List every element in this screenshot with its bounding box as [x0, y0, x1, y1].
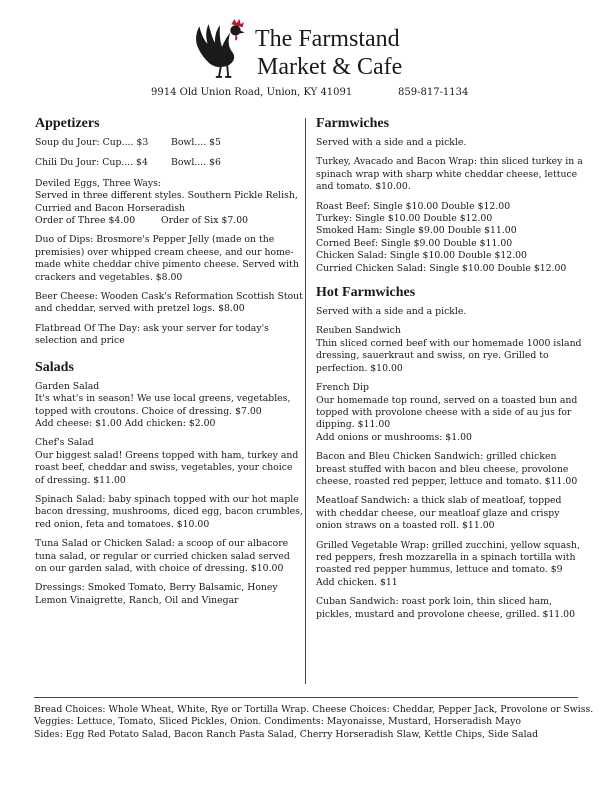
spinach-salad-item: Spinach Salad: baby spinach topped with our hot maple bacon dressing, mushrooms, diced egg, bacon crumbles, red onion, feta and tomatoes. $10.00 [35, 493, 303, 530]
french-dip-item [316, 382, 584, 444]
footer-sides: Sides: Egg Red Potato Salad, Bacon Ranch Pasta Salad, Cherry Horseradish Slaw, Kettle Chips, Side Salad [34, 728, 539, 740]
tuna-salad-item: Tuna Salad or Chicken Salad: a scoop of our albacore tuna salad, or regular or curried chicken salad served on our garden salad, with choice of dressing. $10.00 [35, 538, 290, 574]
garden-salad-add: Add cheese: $1.00 Add chicken: $2.00 [35, 417, 216, 429]
phone-number: 859-817-1134 [398, 87, 469, 98]
chili-cup: Chili Du Jour: Cup.... $4 [35, 157, 148, 169]
french-dip-add: Add onions or mushrooms: $1.00 [316, 431, 472, 443]
chefs-salad-name: Chef's Salad [35, 437, 94, 449]
flatbread-item: Flatbread Of The Day: ask your server for today's selection and price [35, 322, 269, 347]
left-column [35, 116, 303, 614]
veg-wrap-item: Grilled Vegetable Wrap: grilled zucchini, yellow squash, red peppers, fresh mozzarella in a spinach tortilla with roasted red pepper hummus, lettuce and tomato. $9 Add chicken. $11 [316, 539, 580, 588]
salads-title: Salads [35, 359, 74, 375]
turkey-item: Turkey: Single $10.00 Double $12.00 [316, 213, 493, 225]
farmwiches-title: Farmwiches [316, 116, 390, 131]
menu-header [0, 0, 612, 100]
rooster-icon [190, 18, 252, 80]
curried-chicken-item: Curried Chicken Salad: Single $10.00 Double $12.00 [316, 262, 567, 274]
garden-salad-desc: It's what's in season! We use local greens, vegetables, topped with croutons. Choice of dressing. $7.00 [35, 393, 291, 417]
brand-subtitle: Market & Cafe [257, 54, 403, 80]
deviled-eggs-item [35, 178, 303, 228]
corned-beef-item: Corned Beef: Single $9.00 Double $11.00 [316, 237, 513, 249]
cuban-item: Cuban Sandwich: roast pork loin, thin sliced ham, pickles, mustard and provolone cheese, grilled. $11.00 [316, 596, 576, 620]
chili-bowl: Bowl.... $6 [171, 157, 221, 169]
eggs-three-price: Order of Three $4.00 [35, 215, 136, 227]
turkey-wrap-item: Turkey, Avacado and Bacon Wrap: thin sliced turkey in a spinach wrap with sharp white cheddar cheese, lettuce and tomato. $10.00. [316, 156, 583, 193]
deviled-eggs-desc: Served in three different styles. Southern Pickle Relish, Curried and Bacon Horseradish [35, 190, 298, 214]
soup-item [35, 137, 303, 149]
brand-title: The Farmstand [255, 26, 400, 52]
reuben-item [316, 325, 584, 375]
reuben-desc: Thin sliced corned beef with our homemade 1000 island dressing, sauerkraut and swiss, on rye. Grilled to perfection. $10.00 [316, 337, 582, 374]
french-dip-desc: Our homemade top round, served on a toasted bun and topped with provolone cheese with a side of au jus for dipping. $11.00 [316, 394, 578, 431]
roast-beef-item: Roast Beef: Single $10.00 Double $12.00 [316, 200, 511, 212]
right-column [316, 116, 584, 628]
column-divider [305, 118, 306, 684]
beer-cheese-item: Beer Cheese: Wooden Cask's Reformation Scottish Stout and cheddar, served with pretzel logs. $8.00 [35, 291, 303, 315]
reuben-name: Reuben Sandwich [316, 325, 401, 337]
appetizers-title: Appetizers [35, 116, 100, 131]
chicken-salad-item: Chicken Salad: Single $10.00 Double $12.00 [316, 250, 527, 262]
address: 9914 Old Union Road, Union, KY 41091 [151, 87, 353, 98]
french-dip-name: French Dip [316, 382, 369, 394]
chefs-salad-item [35, 437, 303, 487]
dressings-item: Dressings: Smoked Tomato, Berry Balsamic, Honey Lemon Vinaigrette, Ranch, Oil and Vinegar [35, 582, 278, 606]
meatloaf-item: Meatloaf Sandwich: a thick slab of meatloaf, topped with cheddar cheese, our meatloaf glaze and crispy onion straws on a toasted roll. $11.00 [316, 495, 562, 532]
farmwiches-served: Served with a side and a pickle. [316, 137, 467, 148]
hot-farmwiches-served: Served with a side and a pickle. [316, 306, 467, 318]
farmwiches-list [316, 201, 584, 275]
duo-of-dips-item: Duo of Dips: Brosmore's Pepper Jelly (made on the premisies) over whipped cream cheese, and our home-made white cheddar chive pimento cheese. Served with crackers and vegetables. $8.00 [35, 234, 299, 283]
footer-choices: Bread Choices: Whole Wheat, White, Rye or Tortilla Wrap. Cheese Choices: Cheddar, Pepper Jack, Provolone or Swiss. Veggies: Lettuce, Tomato, Sliced Pickles, Onion. Condiments: Mayonaisse, Mustard, Horseradish Mayo [34, 704, 594, 728]
footer-divider [34, 697, 578, 698]
soup-bowl: Bowl.... $5 [171, 137, 221, 148]
smoked-ham-item: Smoked Ham: Single $9.00 Double $11.00 [316, 225, 517, 237]
footer-notes [34, 704, 594, 741]
garden-salad-name: Garden Salad [35, 380, 100, 392]
chili-item [35, 157, 303, 169]
chefs-salad-desc: Our biggest salad! Greens topped with ham, turkey and roast beef, cheddar and swiss, vegetables, your choice of dressing. $11.00 [35, 449, 299, 486]
garden-salad-item [35, 381, 303, 431]
bacon-bleu-item: Bacon and Bleu Chicken Sandwich: grilled chicken breast stuffed with bacon and bleu cheese, provolone cheese, roasted red pepper, lettuce and tomato. $11.00 [316, 451, 578, 487]
deviled-eggs-name: Deviled Eggs, Three Ways: [35, 177, 161, 189]
soup-cup: Soup du Jour: Cup.... $3 [35, 137, 149, 148]
eggs-six-price: Order of Six $7.00 [161, 215, 249, 227]
hot-farmwiches-title: Hot Farmwiches [316, 285, 416, 301]
